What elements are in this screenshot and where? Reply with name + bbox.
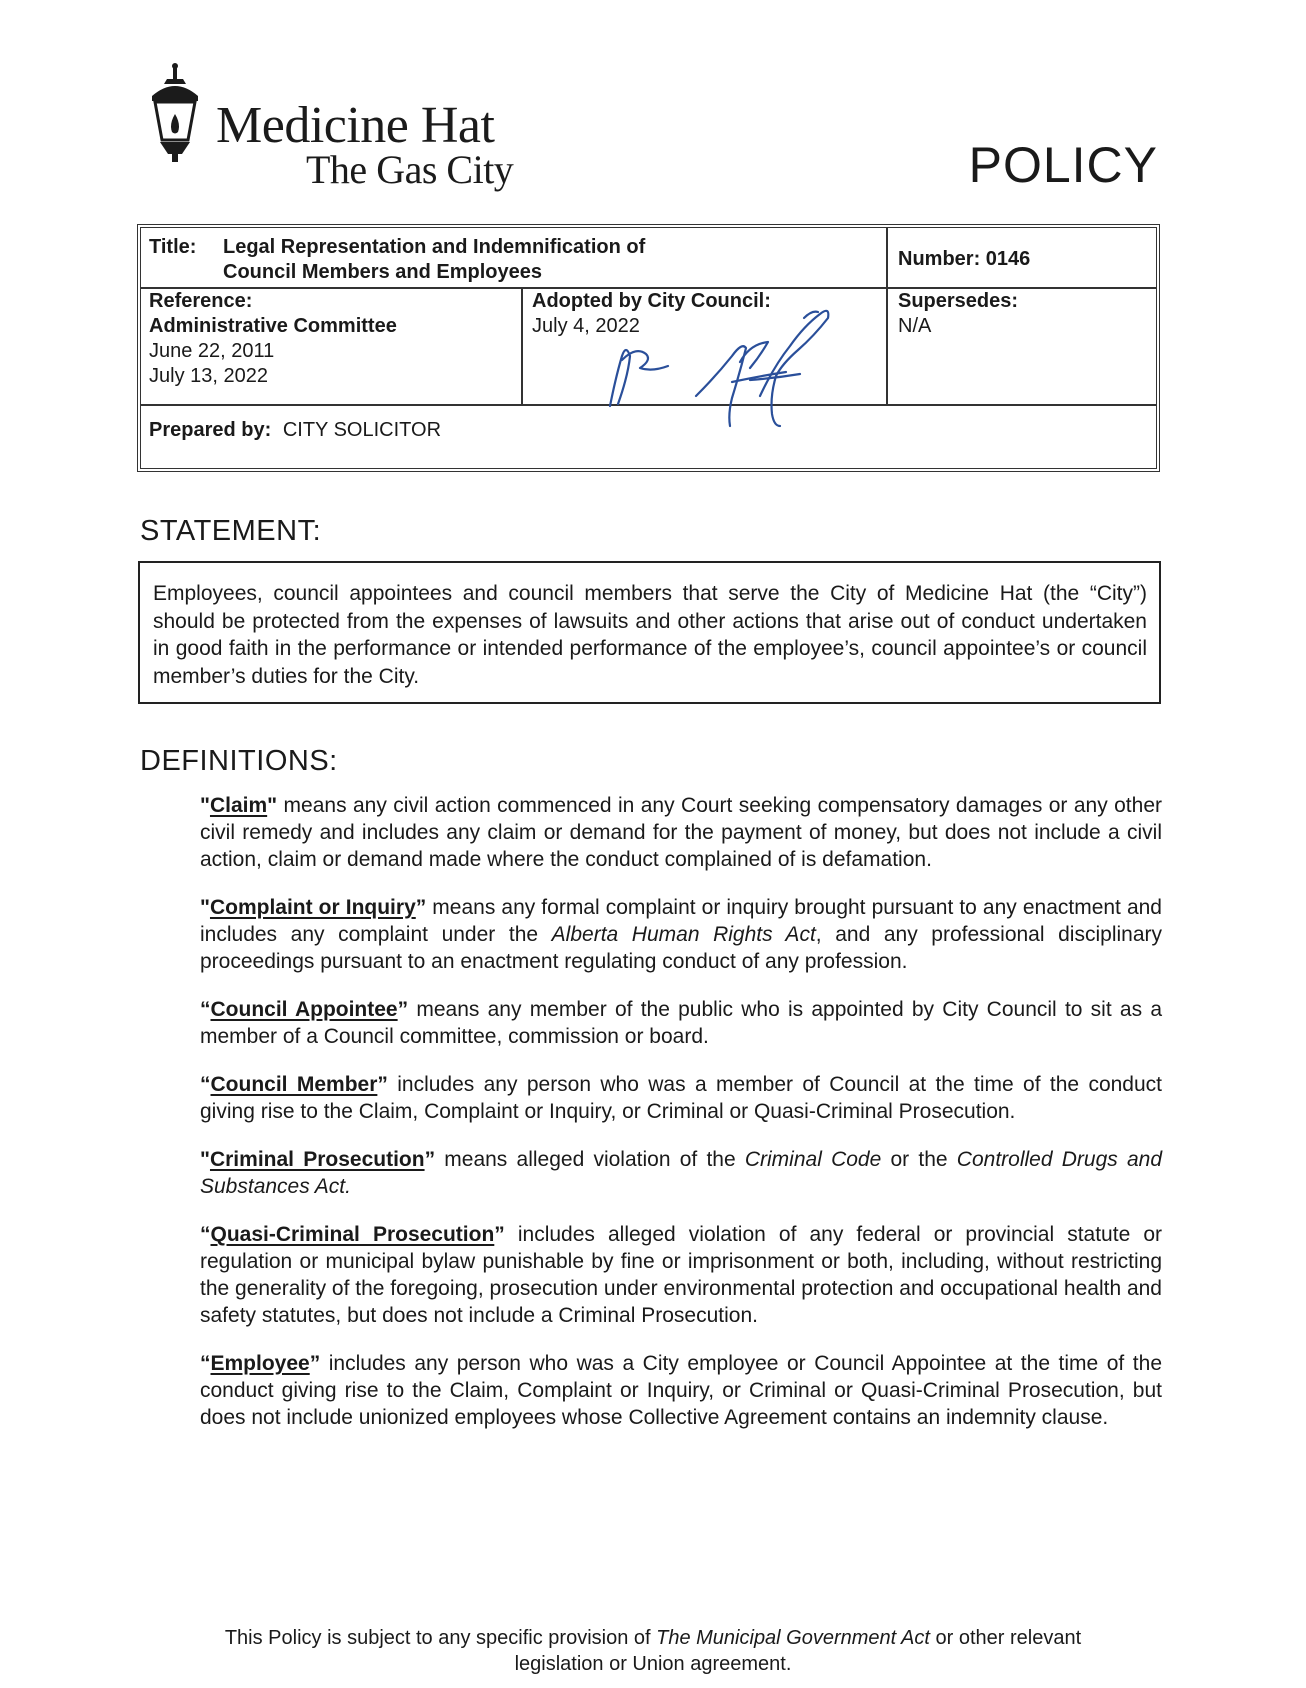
definition-complaint-or-inquiry: "Complaint or Inquiry” means any formal complaint or inquiry brought pursuant to any enactment and includes any complaint under the Alberta Human Rights Act, and any professional disciplinary proceedings pursuant to an enactment regulating conduct of any profession. xyxy=(200,896,1162,973)
definition-term: “Quasi-Criminal Prosecution” xyxy=(200,1223,505,1246)
policy-title-line-2: Council Members and Employees xyxy=(223,261,542,283)
logo-tagline: The Gas City xyxy=(306,147,514,192)
footer-line-2: legislation or Union agreement. xyxy=(514,1653,792,1675)
definition-criminal-prosecution: "Criminal Prosecution” means alleged violation of the Criminal Code or the Controlled Drugs and Substances Act. xyxy=(200,1148,1162,1198)
definition-term: "Claim" xyxy=(200,794,278,817)
title-cell xyxy=(149,235,879,285)
title-label: Title: xyxy=(149,236,197,258)
statement-heading: STATEMENT: xyxy=(140,515,322,547)
reference-committee: Administrative Committee xyxy=(149,315,397,337)
number-label: Number: xyxy=(898,248,981,270)
definitions-heading: DEFINITIONS: xyxy=(140,745,338,777)
reference-label: Reference: xyxy=(149,290,253,312)
definition-term: "Criminal Prosecution” xyxy=(200,1148,436,1171)
definition-term: “Council Appointee” xyxy=(200,998,409,1021)
gas-lamp-icon xyxy=(150,62,216,172)
reference-date-1: June 22, 2011 xyxy=(149,340,275,362)
table-divider xyxy=(521,287,523,404)
definition-quasi-criminal-prosecution: “Quasi-Criminal Prosecution” includes alleged violation of any federal or provincial statute or regulation or municipal bylaw punishable by fine or imprisonment or both, including, without restricting the generality of the foregoing, prosecution under environmental protection and occupational health and safety statutes, but does not include a Criminal Prosecution. xyxy=(200,1223,1162,1327)
definition-council-member: “Council Member” includes any person who was a member of Council at the time of the conduct giving rise to the Claim, Complaint or Inquiry, or Criminal or Quasi-Criminal Prosecution. xyxy=(200,1073,1162,1123)
page-footer xyxy=(150,1625,1156,1677)
supersedes-label: Supersedes: xyxy=(898,290,1019,312)
definition-term: "Complaint or Inquiry” xyxy=(200,896,427,919)
adopted-date: July 4, 2022 xyxy=(532,315,640,337)
logo-city-name: Medicine Hat xyxy=(216,97,495,154)
policy-number: 0146 xyxy=(985,248,1031,270)
supersedes-value: N/A xyxy=(898,315,932,337)
definition-claim: "Claim" means any civil action commenced in any Court seeking compensatory damages or any other civil remedy and includes any claim or demand for the payment of money, but does not include a civil action, claim or demand made where the conduct complained of is defamation. xyxy=(200,794,1162,871)
statement-text: Employees, council appointees and council members that serve the City of Medicine Hat (the “City”) should be protected from the expenses of lawsuits and other actions that arise out of conduct undertaken in good faith in the performance or intended performance of the employee’s, council appointee’s or council member’s duties for the City. xyxy=(153,582,1147,688)
number-cell xyxy=(898,247,1030,272)
handwritten-signature xyxy=(600,296,870,436)
reference-cell xyxy=(149,289,519,389)
document-type-heading: POLICY xyxy=(968,137,1158,193)
definitions-list xyxy=(200,792,1162,1452)
adopted-label: Adopted by City Council: xyxy=(532,290,771,312)
definition-council-appointee: “Council Appointee” means any member of the public who is appointed by City Council to sit as a member of a Council committee, commission or board. xyxy=(200,998,1163,1048)
statement-box xyxy=(138,561,1161,704)
table-divider xyxy=(886,228,888,404)
prepared-cell xyxy=(149,418,1049,443)
policy-title-line-1: Legal Representation and Indemnification of xyxy=(223,236,646,258)
prepared-label: Prepared by: xyxy=(149,419,272,441)
definition-term: “Council Member” xyxy=(200,1073,388,1096)
prepared-value: CITY SOLICITOR xyxy=(282,419,442,441)
reference-date-2: July 13, 2022 xyxy=(149,365,268,387)
definition-employee: “Employee” includes any person who was a City employee or Council Appointee at the time of the conduct giving rise to the Claim, Complaint or Inquiry, or Criminal or Quasi-Criminal Prosecution, but does not include unionized employees whose Collective Agreement contains an indemnity clause. xyxy=(200,1352,1162,1429)
supersedes-cell xyxy=(898,289,1148,339)
footer-line-1: This Policy is subject to any specific provision of The Municipal Government Act or other relevant xyxy=(224,1627,1082,1649)
definition-term: “Employee” xyxy=(200,1352,321,1375)
city-logo xyxy=(150,62,530,192)
